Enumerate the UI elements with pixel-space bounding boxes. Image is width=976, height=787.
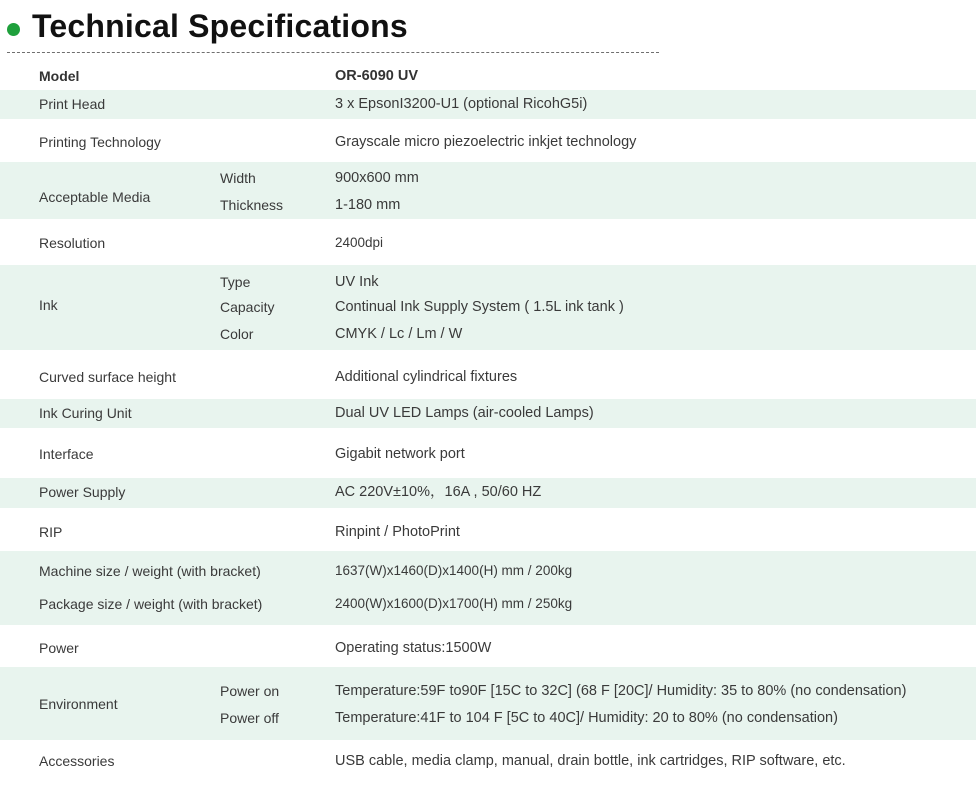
row-value: 3 x EpsonI3200-U1 (optional RicohG5i) bbox=[335, 96, 588, 112]
table-row-power bbox=[0, 625, 976, 667]
table-row-printing-technology bbox=[0, 119, 976, 162]
row-label: Curved surface height bbox=[39, 369, 176, 385]
bullet-dot-icon bbox=[7, 23, 20, 36]
table-row-model bbox=[0, 62, 976, 90]
dashed-divider bbox=[7, 52, 659, 53]
table-row-acceptable-media bbox=[0, 162, 976, 219]
row-value: Dual UV LED Lamps (air-cooled Lamps) bbox=[335, 405, 594, 421]
row-label: RIP bbox=[39, 524, 63, 540]
row-value-thickness: 1-180 mm bbox=[335, 197, 401, 213]
row-label: Power Supply bbox=[39, 484, 126, 500]
row-value: Grayscale micro piezoelectric inkjet technology bbox=[335, 134, 637, 150]
row-label: Acceptable Media bbox=[39, 189, 151, 205]
row-label-package-size: Package size / weight (with bracket) bbox=[39, 596, 263, 612]
page-title: Technical Specifications bbox=[32, 8, 408, 44]
sub-label-capacity: Capacity bbox=[220, 299, 275, 315]
sub-label-thickness: Thickness bbox=[220, 197, 284, 213]
table-row-accessories bbox=[0, 740, 976, 787]
row-value-power-on: Temperature:59F to90F [15C to 32C] (68 F [20C]/ Humidity: 35 to 80% (no condensation) bbox=[335, 683, 907, 699]
row-value-width: 900x600 mm bbox=[335, 170, 419, 186]
table-row-interface bbox=[0, 428, 976, 478]
row-value: Gigabit network port bbox=[335, 446, 465, 462]
sub-label-width: Width bbox=[220, 170, 256, 186]
row-value: AC 220V±10%，16A , 50/60 HZ bbox=[335, 484, 542, 500]
row-label: Accessories bbox=[39, 753, 115, 769]
table-row-resolution bbox=[0, 219, 976, 265]
row-value-package-size: 2400(W)x1600(D)x1700(H) mm / 250kg bbox=[335, 596, 573, 611]
table-row-environment bbox=[0, 667, 976, 740]
row-value-capacity: Continual Ink Supply System ( 1.5L ink tank ) bbox=[335, 299, 624, 315]
row-value: OR-6090 UV bbox=[335, 68, 419, 84]
row-value: USB cable, media clamp, manual, drain bottle, ink cartridges, RIP software, etc. bbox=[335, 753, 846, 769]
row-value: 2400dpi bbox=[335, 235, 384, 250]
sub-label-type: Type bbox=[220, 274, 251, 290]
row-value-machine-size: 1637(W)x1460(D)x1400(H) mm / 200kg bbox=[335, 563, 573, 578]
sub-label-color: Color bbox=[220, 326, 254, 342]
row-label: Ink Curing Unit bbox=[39, 405, 132, 421]
row-label: Interface bbox=[39, 446, 94, 462]
row-value: Operating status:1500W bbox=[335, 640, 492, 656]
table-row-rip bbox=[0, 508, 976, 551]
row-label-machine-size: Machine size / weight (with bracket) bbox=[39, 563, 261, 579]
header bbox=[0, 0, 976, 60]
row-value: Additional cylindrical fixtures bbox=[335, 369, 518, 385]
row-label: Environment bbox=[39, 696, 118, 712]
row-label: Printing Technology bbox=[39, 134, 161, 150]
table-row-print-head bbox=[0, 90, 976, 119]
table-row-size-weight bbox=[0, 551, 976, 625]
row-value-power-off: Temperature:41F to 104 F [5C to 40C]/ Humidity: 20 to 80% (no condensation) bbox=[335, 710, 838, 726]
row-label: Print Head bbox=[39, 96, 106, 112]
row-value-type: UV Ink bbox=[335, 274, 379, 290]
row-label: Power bbox=[39, 640, 79, 656]
row-label: Resolution bbox=[39, 235, 106, 251]
table-row-power-supply bbox=[0, 478, 976, 508]
sub-label-power-on: Power on bbox=[220, 683, 280, 699]
sub-label-power-off: Power off bbox=[220, 710, 279, 726]
row-value: Rinpint / PhotoPrint bbox=[335, 524, 460, 540]
row-label: Ink bbox=[39, 297, 58, 313]
table-row-curved-surface bbox=[0, 350, 976, 399]
table-row-ink bbox=[0, 265, 976, 350]
row-label: Model bbox=[39, 68, 80, 84]
table-row-ink-curing bbox=[0, 399, 976, 428]
row-value-color: CMYK / Lc / Lm / W bbox=[335, 326, 463, 342]
